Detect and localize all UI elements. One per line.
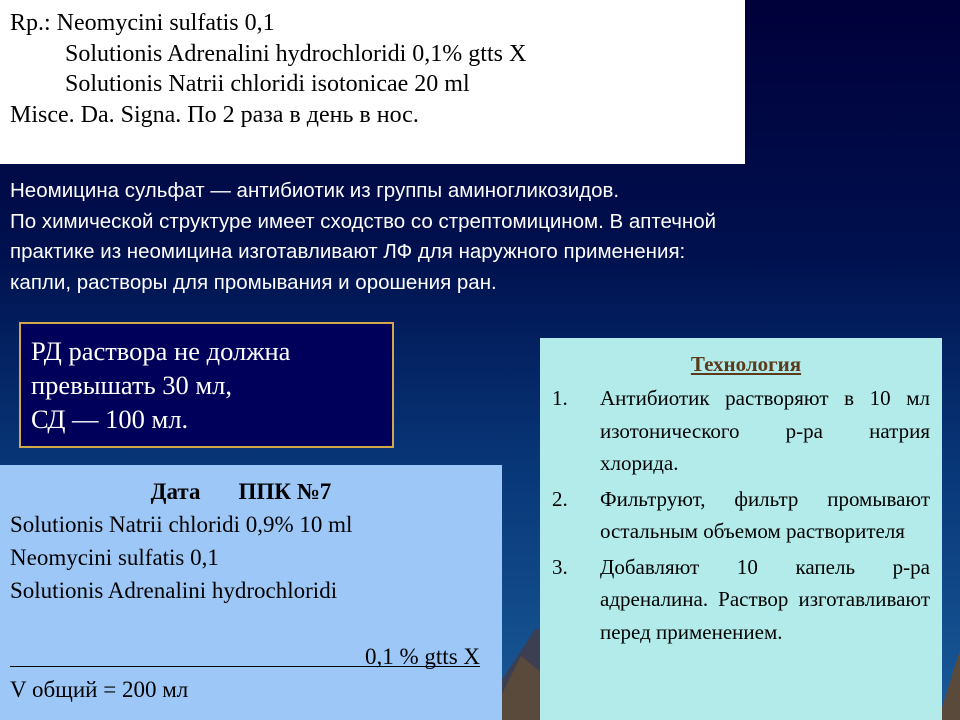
step-text: Фильтруют, фильтр промывают остальным объемом растворителя bbox=[600, 486, 930, 543]
ppk-ingredient: Solutionis Natrii chloridi 0,9% 10 ml bbox=[10, 512, 353, 537]
ppk-adrenaline-dose: 0,1 % gtts X bbox=[365, 644, 480, 669]
technology-step bbox=[550, 382, 932, 480]
step-text: Антибиотик растворяют в 10 мл изотонического р-ра натрия хлорида. bbox=[600, 386, 930, 475]
technology-step bbox=[550, 551, 932, 649]
ppk-ingredient: Solutionis Adrenalini hydrochloridi bbox=[10, 578, 338, 603]
technology-title: Технология bbox=[690, 352, 802, 376]
prescription-line: Rp.: Neomycini sulfatis 0,1 bbox=[10, 10, 275, 36]
ppk-date-label: Дата bbox=[150, 479, 201, 504]
description-line: капли, растворы для промывания и орошения ран. bbox=[10, 270, 497, 294]
ppk-title bbox=[10, 475, 492, 508]
step-number: 3. bbox=[552, 554, 568, 579]
prescription-signa: Misce. Da. Signa. По 2 раза в день в нос. bbox=[10, 101, 419, 128]
prescription-box bbox=[0, 0, 745, 164]
dose-line: СД — 100 мл. bbox=[31, 404, 189, 434]
dose-line: превышать 30 мл, bbox=[31, 370, 233, 400]
dose-limit-box bbox=[19, 322, 394, 448]
step-number: 1. bbox=[552, 386, 568, 410]
ppk-number-label: ППК №7 bbox=[238, 479, 332, 504]
step-text: Добавляют 10 капель р-ра адреналина. Раствор изготавливают перед применением. bbox=[600, 554, 930, 644]
description-line: Неомицина сульфат — антибиотик из группы аминогликозидов. bbox=[10, 179, 620, 202]
ppk-total-volume: V общий = 200 мл bbox=[10, 677, 189, 702]
technology-step bbox=[550, 483, 932, 548]
dose-line: РД раствора не должна bbox=[31, 336, 291, 366]
prescription-line: Solutionis Adrenalini hydrochloridi 0,1% gtts X bbox=[65, 40, 527, 67]
ppk-ingredient: Neomycini sulfatis 0,1 bbox=[10, 545, 219, 570]
technology-steps bbox=[550, 382, 932, 648]
description-line: По химической структуре имеет сходство со стрептомицином. В аптечной bbox=[10, 209, 717, 233]
ppk-dose-row bbox=[10, 640, 492, 673]
description-line: практике из неомицина изготавливают ЛФ для наружного применения: bbox=[10, 240, 686, 263]
description-text bbox=[10, 176, 940, 298]
ppk-spacer bbox=[10, 607, 492, 640]
step-number: 2. bbox=[552, 486, 568, 511]
technology-box bbox=[540, 338, 942, 720]
ppk-box bbox=[0, 465, 502, 720]
prescription-line: Solutionis Natrii chloridi isotonicae 20 ml bbox=[65, 71, 470, 97]
